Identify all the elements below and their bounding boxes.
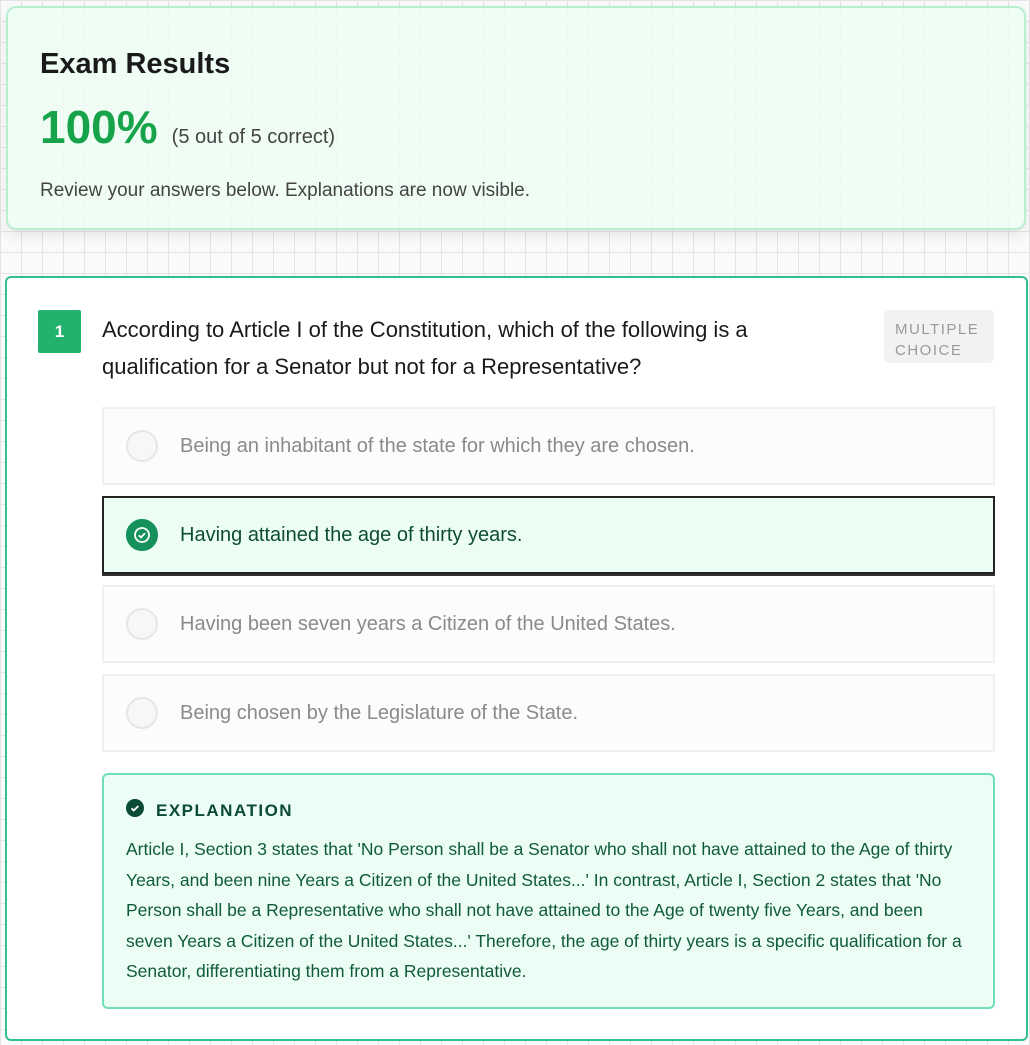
answer-option[interactable] bbox=[102, 674, 995, 752]
review-subtitle: Review your answers below. Explanations are now visible. bbox=[40, 180, 531, 201]
explanation-text: Article I, Section 3 states that 'No Person shall be a Senator who shall not have attained to the Age of thirty Years, and been nine Years a Citizen of the United States...' In contrast, Article I, Section 2 states that 'No Person shall be a Representative who shall not have attained to the Age of twenty five Years, and been seven Years a Citizen of the United States...' Therefore, the age of thirty years is a specific qualification for a Senator, differentiating them from a Representative. bbox=[126, 839, 962, 981]
score-line bbox=[40, 100, 335, 154]
score-percent: 100% bbox=[40, 101, 158, 153]
question-number-badge: 1 bbox=[38, 310, 81, 353]
option-label: Having been seven years a Citizen of the United States. bbox=[180, 612, 676, 635]
check-circle-icon bbox=[126, 799, 144, 822]
option-label: Being chosen by the Legislature of the State. bbox=[180, 701, 579, 724]
page-title: Exam Results bbox=[40, 48, 231, 80]
explanation-box bbox=[102, 773, 995, 1009]
explanation-heading: EXPLANATION bbox=[156, 800, 294, 820]
results-summary-card bbox=[6, 6, 1026, 230]
question-card bbox=[5, 276, 1028, 1041]
radio-icon bbox=[126, 430, 158, 462]
answer-option-selected[interactable] bbox=[102, 496, 995, 574]
answer-option[interactable] bbox=[102, 407, 995, 485]
question-text: According to Article I of the Constitution, which of the following is a qualification for a Senator but not for a Representative? bbox=[102, 317, 748, 379]
option-label: Having attained the age of thirty years. bbox=[180, 523, 523, 546]
radio-icon bbox=[126, 608, 158, 640]
check-circle-icon bbox=[126, 519, 158, 551]
score-detail: (5 out of 5 correct) bbox=[171, 126, 336, 148]
option-label: Being an inhabitant of the state for which they are chosen. bbox=[180, 434, 695, 457]
answer-option[interactable] bbox=[102, 585, 995, 663]
radio-icon bbox=[126, 697, 158, 729]
question-type-badge: MULTIPLE CHOICE bbox=[884, 310, 994, 363]
